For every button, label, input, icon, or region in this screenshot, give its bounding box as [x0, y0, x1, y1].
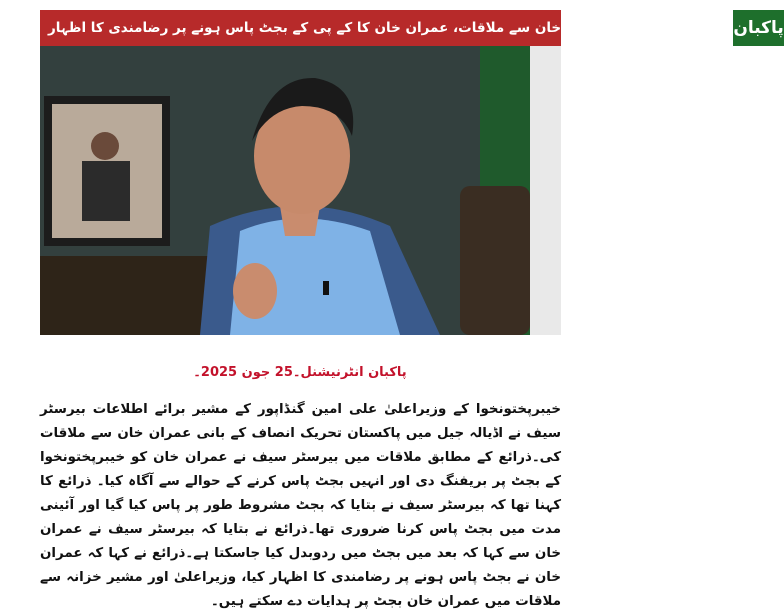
brand-logo: پاکبان — [733, 10, 784, 46]
dateline: پاکبان انٹرنیشنل۔25 جون 2025۔ — [193, 365, 407, 380]
headline-text: بیرسٹر سیف کی عمران خان سے ملاقات، عمران خان کا کے پی کے بجٹ پاس ہونے پر رضامندی کا اظہار — [48, 20, 726, 36]
article-body: خیبرپختونخوا کے وزیراعلیٰ علی امین گنڈاپور کے مشیر برائے اطلاعات بیرسٹر سیف نے اڈیالہ جیل میں پاکستان تحریک انصاف کے بانی عمران خان سے ملاقات کی۔ذرائع کے مطابق ملاقات میں بیرسٹر سیف نے عمران خان کو خیبرپختونخوا کے بجٹ پر بریفنگ دی اور انہیں بجٹ پاس کرنے کے حوالے سے آگاہ کیا۔ ذرائع کا کہنا تھا کہ بیرسٹر سیف نے بتایا کہ بجٹ مشروط طور پر پاس کیا گیا اور آئینی مدت میں بجٹ پاس کرنا ضروری تھا۔ذرائع نے بتایا کہ بیرسٹر سیف نے عمران خان سے کہا کہ بعد میں بجٹ میں ردوبدل کیا جاسکتا ہے۔ذرائع نے کہا کہ عمران خان نے بجٹ پاس ہونے پر رضامندی کا اظہار کیا، وزیراعلیٰ اور مشیر خزانہ سے ملاقات میں عمران خان بجٹ پر ہدایات دے سکتے ہیں۔ — [40, 402, 561, 609]
news-photo — [40, 46, 561, 335]
headline-banner — [40, 10, 784, 46]
